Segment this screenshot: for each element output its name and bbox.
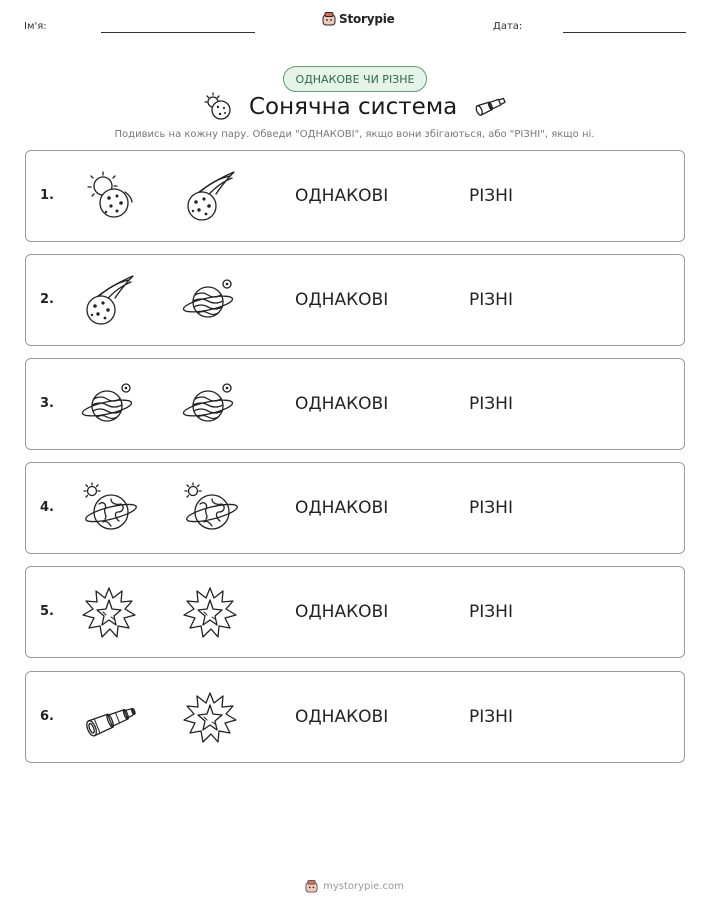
option-same[interactable]: ОДНАКОВІ <box>295 498 389 518</box>
exercise-row <box>25 150 685 242</box>
earth-sun-icon <box>182 482 238 536</box>
footer-url: mystorypie.com <box>323 881 404 892</box>
row-number: 2. <box>40 292 54 307</box>
exercise-row <box>25 358 685 450</box>
title-row <box>0 92 709 126</box>
row-number: 4. <box>40 500 54 515</box>
option-same[interactable]: ОДНАКОВІ <box>295 186 389 206</box>
telescope-icon <box>81 691 137 745</box>
option-different[interactable]: РІЗНІ <box>469 186 513 206</box>
star-icon <box>81 586 137 640</box>
earth-sun-icon <box>81 482 137 536</box>
storypie-mascot-icon <box>305 880 318 893</box>
exercise-row <box>25 566 685 658</box>
row-number: 5. <box>40 604 54 619</box>
name-label: Ім'я: <box>24 21 47 32</box>
meteor-icon <box>81 274 137 328</box>
page-title: Сонячна система <box>249 94 458 120</box>
exercise-row <box>25 462 685 554</box>
ringed-planet-icon <box>182 378 238 432</box>
option-same[interactable]: ОДНАКОВІ <box>295 290 389 310</box>
star-icon <box>182 586 238 640</box>
option-different[interactable]: РІЗНІ <box>469 498 513 518</box>
option-same[interactable]: ОДНАКОВІ <box>295 707 389 727</box>
option-different[interactable]: РІЗНІ <box>469 602 513 622</box>
brand-name: Storypie <box>339 12 395 26</box>
option-same[interactable]: ОДНАКОВІ <box>295 602 389 622</box>
ringed-planet-icon <box>81 378 137 432</box>
worksheet-type-badge: ОДНАКОВЕ ЧИ РІЗНЕ <box>283 66 427 92</box>
exercise-row <box>25 254 685 346</box>
planets-icon <box>203 92 233 122</box>
meteor-icon <box>182 170 238 224</box>
exercise-row <box>25 671 685 763</box>
row-number: 3. <box>40 396 54 411</box>
footer <box>0 880 709 893</box>
name-input-line[interactable] <box>101 32 255 33</box>
sun-planet-icon <box>81 170 137 224</box>
storypie-mascot-icon <box>322 12 336 26</box>
option-different[interactable]: РІЗНІ <box>469 394 513 414</box>
row-number: 6. <box>40 709 54 724</box>
instructions: Подивись на кожну пару. Обведи "ОДНАКОВІ", якщо вони збігаються, або "РІЗНІ", якщо ні. <box>114 129 595 140</box>
option-same[interactable]: ОДНАКОВІ <box>295 394 389 414</box>
option-different[interactable]: РІЗНІ <box>469 290 513 310</box>
star-icon <box>182 691 238 745</box>
telescope-icon <box>474 94 506 116</box>
brand-logo <box>322 12 395 26</box>
ringed-planet-icon <box>182 274 238 328</box>
row-number: 1. <box>40 188 54 203</box>
option-different[interactable]: РІЗНІ <box>469 707 513 727</box>
date-label: Дата: <box>493 21 523 32</box>
date-input-line[interactable] <box>563 32 686 33</box>
